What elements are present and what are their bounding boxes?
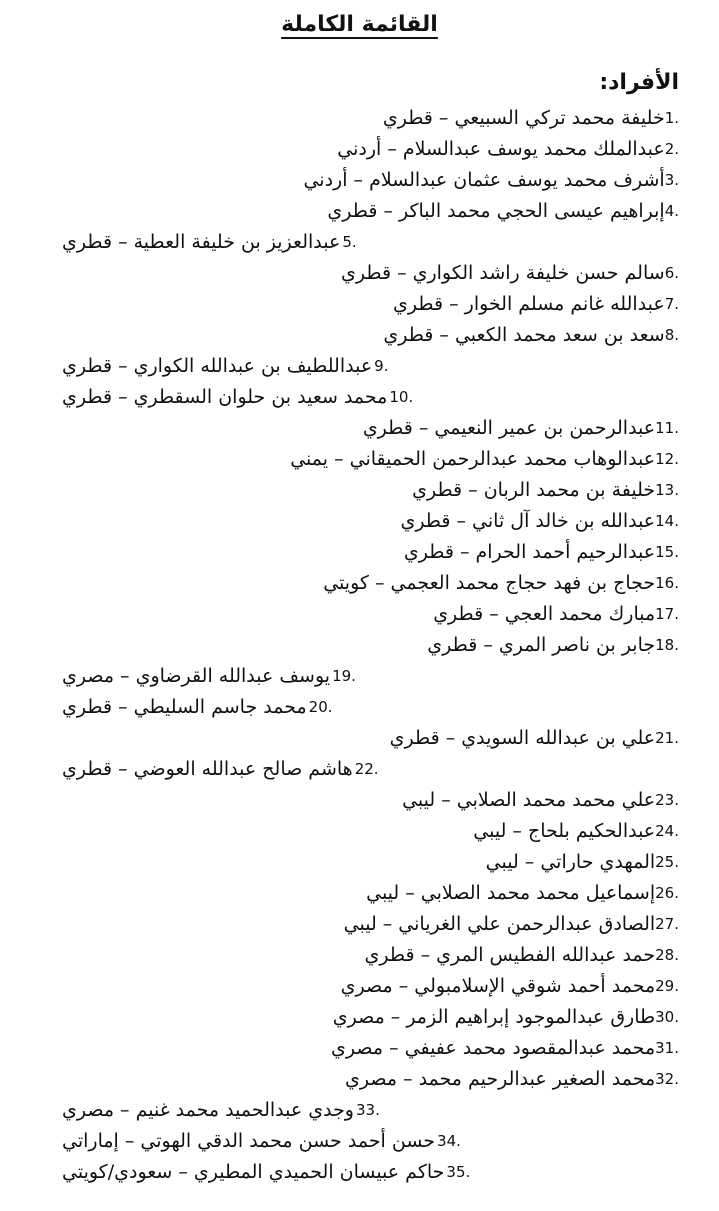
entry-number: 4. bbox=[664, 202, 679, 220]
entry-text: مبارك محمد العجي – قطري bbox=[433, 603, 656, 625]
list-item bbox=[40, 165, 679, 196]
list-item bbox=[40, 1033, 679, 1064]
entry-number: 12. bbox=[655, 450, 679, 468]
entry-text: سعد بن سعد محمد الكعبي – قطري bbox=[383, 324, 665, 346]
entry-number: 10. bbox=[389, 388, 414, 406]
list-item bbox=[40, 940, 679, 971]
entry-number: 9. bbox=[374, 357, 389, 375]
list-item bbox=[40, 475, 679, 506]
entry-text: عبدالرحيم أحمد الحرام – قطري bbox=[403, 541, 656, 563]
list-item bbox=[40, 227, 679, 258]
list-item bbox=[40, 785, 679, 816]
list-item bbox=[40, 258, 679, 289]
list-item bbox=[40, 661, 679, 692]
list-item bbox=[40, 878, 679, 909]
entry-number: 21. bbox=[655, 729, 679, 747]
entry-text: هاشم صالح عبدالله العوضي – قطري bbox=[62, 758, 353, 780]
list-item bbox=[40, 1095, 679, 1126]
list-item bbox=[40, 1064, 679, 1095]
list-item bbox=[40, 320, 679, 351]
entry-number: 22. bbox=[354, 760, 379, 778]
entry-number: 23. bbox=[655, 791, 679, 809]
entry-text: محمد سعيد بن حلوان السقطري – قطري bbox=[62, 386, 388, 408]
entry-text: محمد عبدالمقصود محمد عفيفي – مصري bbox=[331, 1037, 656, 1059]
entry-text: عبدالوهاب محمد عبدالرحمن الحميقاني – يمني bbox=[290, 448, 656, 470]
entry-number: 28. bbox=[655, 946, 679, 964]
entry-number: 33. bbox=[356, 1101, 380, 1119]
entry-text: حمد عبدالله الفطيس المري – قطري bbox=[364, 944, 656, 966]
list-item bbox=[40, 382, 679, 413]
list-item bbox=[40, 847, 679, 878]
entry-number: 35. bbox=[446, 1163, 471, 1181]
entry-text: وجدي عبدالحميد محمد غنيم – مصري bbox=[62, 1099, 354, 1121]
list-item bbox=[40, 568, 679, 599]
entry-text: حاكم عبيسان الحميدي المطيري – سعودي/كويتي bbox=[62, 1161, 445, 1183]
list-item bbox=[40, 816, 679, 847]
entry-number: 3. bbox=[664, 171, 679, 189]
entry-number: 8. bbox=[664, 326, 679, 344]
entry-number: 18. bbox=[655, 636, 679, 654]
entry-number: 25. bbox=[655, 853, 679, 871]
entry-number: 20. bbox=[308, 698, 333, 716]
entry-number: 14. bbox=[655, 512, 679, 530]
entry-number: 26. bbox=[655, 884, 679, 902]
list-item bbox=[40, 351, 679, 382]
entry-number: 29. bbox=[655, 977, 679, 995]
entry-text: محمد الصغير عبدالرحيم محمد – مصري bbox=[344, 1068, 656, 1090]
entry-number: 6. bbox=[664, 264, 679, 282]
list-item bbox=[40, 971, 679, 1002]
entry-number: 31. bbox=[655, 1039, 679, 1057]
entry-text: حسن أحمد حسن محمد الدقي الهوتي – إماراتي bbox=[62, 1130, 436, 1152]
entry-number: 7. bbox=[664, 295, 679, 313]
entry-text: إسماعيل محمد محمد الصلابي – ليبي bbox=[366, 882, 656, 904]
entry-number: 11. bbox=[655, 419, 679, 437]
entry-text: عبداللطيف بن عبدالله الكواري – قطري bbox=[62, 355, 373, 377]
list-item bbox=[40, 506, 679, 537]
entry-number: 32. bbox=[655, 1070, 679, 1088]
page-title bbox=[0, 12, 719, 37]
list-item bbox=[40, 1157, 679, 1188]
list-item bbox=[40, 723, 679, 754]
entry-text: سالم حسن خليفة راشد الكواري – قطري bbox=[341, 262, 665, 284]
entry-text: أشرف محمد يوسف عثمان عبدالسلام – أردني bbox=[303, 169, 665, 191]
entry-number: 17. bbox=[655, 605, 679, 623]
entry-text: عبدالحكيم بلحاج – ليبي bbox=[473, 820, 656, 842]
entry-text: المهدي حاراتي – ليبي bbox=[485, 851, 656, 873]
entry-text: يوسف عبدالله القرضاوي – مصري bbox=[62, 665, 331, 687]
entry-text: عبدالملك محمد يوسف عبدالسلام – أردني bbox=[337, 138, 665, 160]
entries-list bbox=[40, 103, 679, 1188]
entry-text: محمد أحمد شوقي الإسلامبولي – مصري bbox=[340, 975, 656, 997]
list-item bbox=[40, 134, 679, 165]
entry-number: 13. bbox=[655, 481, 679, 499]
entry-text: عبدالرحمن بن عمير النعيمي – قطري bbox=[362, 417, 656, 439]
entry-text: علي محمد محمد الصلابي – ليبي bbox=[402, 789, 656, 811]
list-item bbox=[40, 196, 679, 227]
list-item bbox=[40, 1002, 679, 1033]
list-item bbox=[40, 537, 679, 568]
list-item bbox=[40, 103, 679, 134]
list-item bbox=[40, 909, 679, 940]
entry-text: علي بن عبدالله السويدي – قطري bbox=[389, 727, 656, 749]
list-item bbox=[40, 630, 679, 661]
entry-text: الصادق عبدالرحمن علي الغرياني – ليبي bbox=[343, 913, 656, 935]
entry-text: خليفة محمد تركي السبيعي – قطري bbox=[382, 107, 665, 129]
entry-number: 27. bbox=[655, 915, 679, 933]
entry-number: 5. bbox=[342, 233, 357, 251]
entry-number: 16. bbox=[655, 574, 679, 592]
entry-text: طارق عبدالموجود إبراهيم الزمر – مصري bbox=[332, 1006, 656, 1028]
list-item bbox=[40, 754, 679, 785]
list-item bbox=[40, 289, 679, 320]
entry-number: 19. bbox=[332, 667, 356, 685]
entry-text: إبراهيم عيسى الحجي محمد الباكر – قطري bbox=[327, 200, 665, 222]
list-item bbox=[40, 1126, 679, 1157]
entry-text: حجاج بن فهد حجاج محمد العجمي – كويتي bbox=[323, 572, 656, 594]
entry-text: محمد جاسم السليطي – قطري bbox=[62, 696, 307, 718]
entry-text: عبدالعزيز بن خليفة العطية – قطري bbox=[62, 231, 341, 253]
section-heading: الأفراد: bbox=[599, 70, 679, 95]
entry-text: عبدالله بن خالد آل ثاني – قطري bbox=[400, 510, 656, 532]
entry-number: 2. bbox=[664, 140, 679, 158]
entry-text: عبدالله غانم مسلم الخوار – قطري bbox=[393, 293, 665, 315]
list-item bbox=[40, 692, 679, 723]
entry-number: 34. bbox=[437, 1132, 461, 1150]
entry-number: 15. bbox=[655, 543, 679, 561]
entry-number: 24. bbox=[655, 822, 679, 840]
page-title-text: القائمة الكاملة bbox=[281, 12, 438, 37]
entry-number: 1. bbox=[664, 109, 679, 127]
list-item bbox=[40, 444, 679, 475]
entry-number: 30. bbox=[655, 1008, 679, 1026]
list-item bbox=[40, 599, 679, 630]
entry-text: خليفة بن محمد الربان – قطري bbox=[412, 479, 656, 501]
entry-text: جابر بن ناصر المري – قطري bbox=[427, 634, 656, 656]
list-item bbox=[40, 413, 679, 444]
